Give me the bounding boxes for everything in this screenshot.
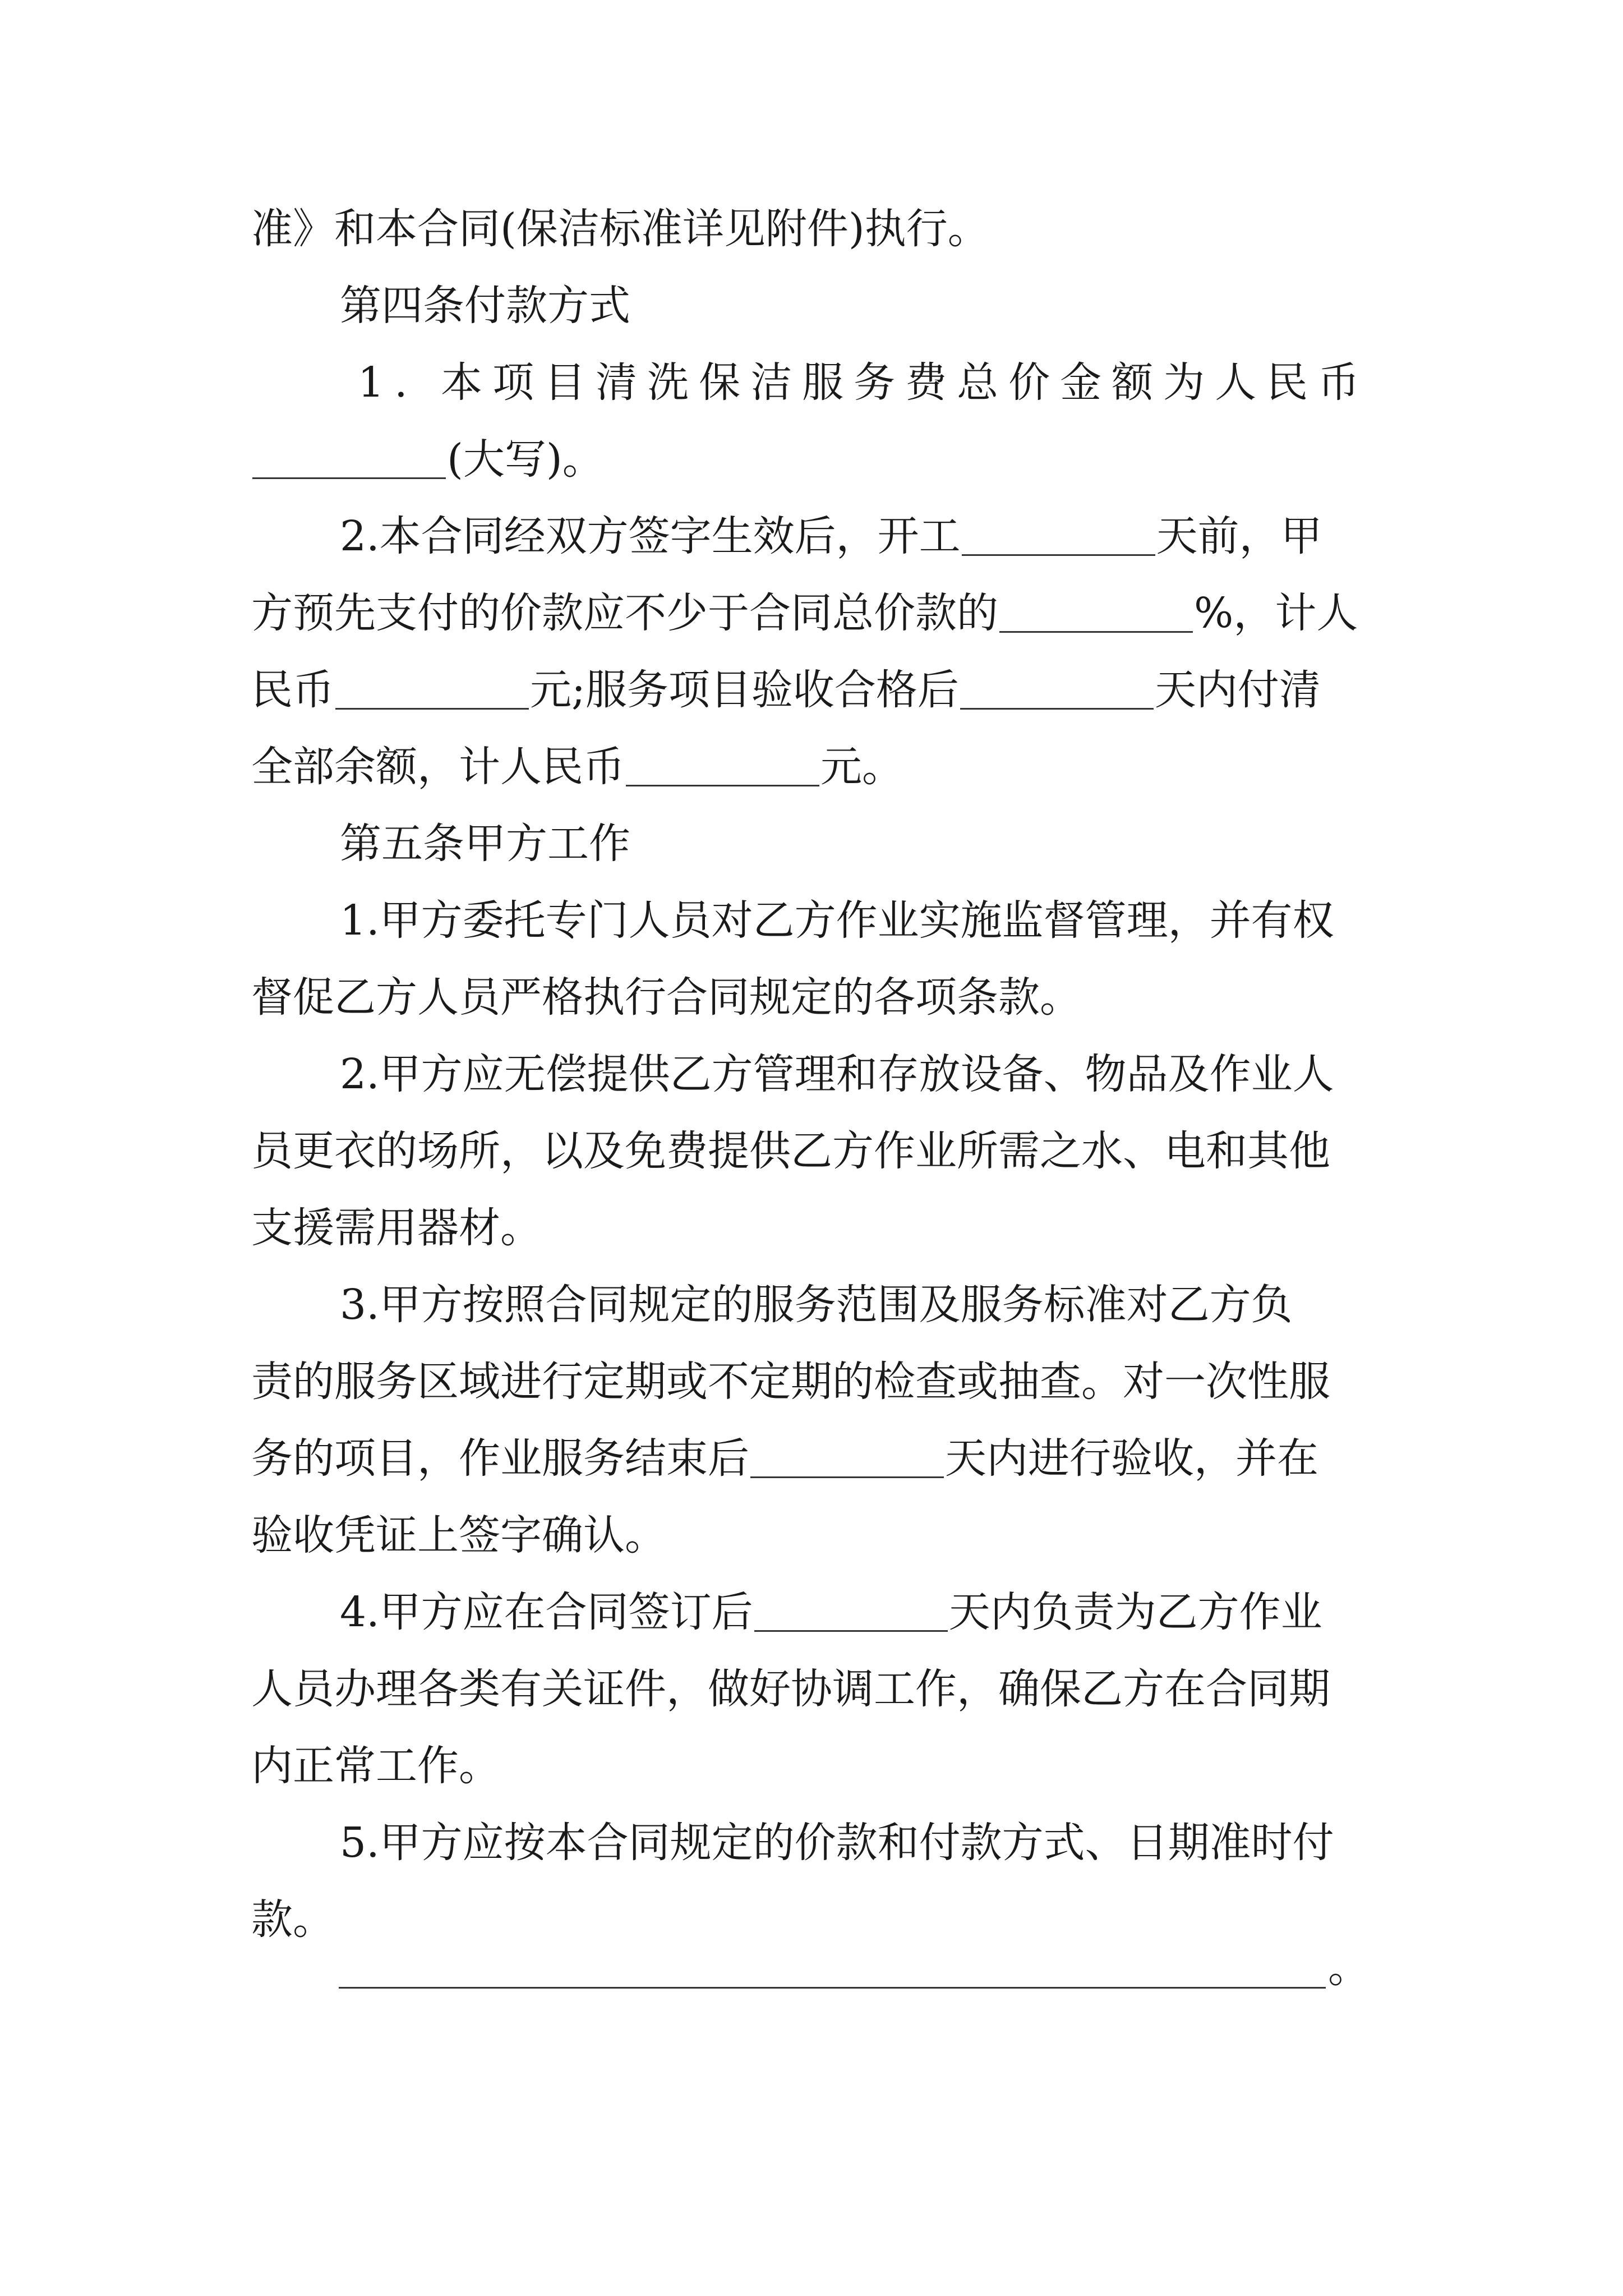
paragraph-line <box>251 1343 1390 1420</box>
closing-fill-blank[interactable] <box>339 1945 1326 1989</box>
paragraph-line <box>251 1190 1390 1267</box>
text: 2.甲方应无偿提供乙方管理和存放设备、物品及作业人 <box>340 1050 1334 1098</box>
text: 5.甲方应按本合同规定的价款和付款方式、日期准时付 <box>340 1819 1334 1867</box>
text: 天前，甲 <box>1156 512 1322 560</box>
text: 内正常工作。 <box>251 1742 500 1790</box>
text: 天内进行验收，并在 <box>945 1434 1318 1483</box>
text: 验收凭证上签字确认。 <box>251 1511 666 1559</box>
paragraph-line <box>251 1805 1390 1881</box>
paragraph-line <box>251 959 1390 1036</box>
fill-blank[interactable] <box>960 666 1154 710</box>
paragraph-line <box>251 1267 1390 1343</box>
text: 准》和本合同(保洁标准详见附件)执行。 <box>251 205 989 253</box>
paragraph-line <box>251 1651 1390 1728</box>
text: 责的服务区域进行定期或不定期的检查或抽查。对一次性服 <box>251 1358 1330 1406</box>
text: 2.本合同经双方签字生效后，开工 <box>340 512 961 560</box>
text: 全部余额，计人民币 <box>251 743 625 791</box>
paragraph-line <box>251 882 1390 959</box>
text: 天内付清 <box>1154 666 1321 714</box>
paragraph-line <box>251 421 1390 498</box>
paragraph-line <box>251 1420 1390 1497</box>
fill-blank[interactable] <box>754 1589 948 1632</box>
fill-blank[interactable] <box>750 1435 944 1478</box>
text: (大写)。 <box>447 435 604 484</box>
text: 民币 <box>251 666 334 714</box>
text: 督促乙方人员严格执行合同规定的各项条款。 <box>251 973 1081 1022</box>
text: %，计人 <box>1194 589 1358 637</box>
text: 3.甲方按照合同规定的服务范围及服务标准对乙方负 <box>340 1281 1293 1329</box>
paragraph-line <box>251 191 1390 268</box>
text: 员更衣的场所，以及免费提供乙方作业所需之水、电和其他 <box>251 1127 1330 1175</box>
closing-period: 。 <box>1328 1944 1370 1992</box>
paragraph-line <box>251 575 1390 652</box>
fill-blank[interactable] <box>335 666 529 710</box>
text: 4.甲方应在合同签订后 <box>340 1588 753 1636</box>
text: 支援需用器材。 <box>251 1204 542 1252</box>
paragraph-line <box>251 1728 1390 1805</box>
text: 元。 <box>820 743 903 791</box>
fill-blank[interactable] <box>252 436 446 479</box>
heading-text: 第四条付款方式 <box>340 282 630 330</box>
paragraph-line <box>251 1497 1390 1574</box>
text: 务的项目，作业服务结束后 <box>251 1434 749 1483</box>
paragraph-line <box>251 1113 1390 1190</box>
text: 1. 本项目清洗保洁服务费总价金额为人民币 <box>358 358 1370 407</box>
fill-blank[interactable] <box>626 743 819 786</box>
fill-blank[interactable] <box>962 513 1155 556</box>
text: 人员办理各类有关证件，做好协调工作，确保乙方在合同期 <box>251 1665 1330 1713</box>
text: 款。 <box>251 1895 334 1944</box>
text: 天内负责为乙方作业 <box>948 1588 1322 1636</box>
fill-blank[interactable] <box>999 590 1193 633</box>
paragraph-line <box>251 498 1390 575</box>
text: 方预先支付的价款应不少于合同总价款的 <box>251 589 998 637</box>
paragraph-line <box>251 1574 1390 1651</box>
paragraph-line <box>251 652 1390 729</box>
section-heading-party-a <box>251 806 1390 882</box>
text: 元;服务项目验收合格后 <box>530 666 959 714</box>
section-heading-payment <box>251 268 1390 344</box>
paragraph-line <box>251 344 1390 421</box>
document-body <box>251 191 1390 1958</box>
text: 1.甲方委托专门人员对乙方作业实施监督管理，并有权 <box>340 896 1334 945</box>
heading-text: 第五条甲方工作 <box>340 820 630 868</box>
paragraph-line <box>251 1036 1390 1113</box>
paragraph-line <box>251 729 1390 806</box>
